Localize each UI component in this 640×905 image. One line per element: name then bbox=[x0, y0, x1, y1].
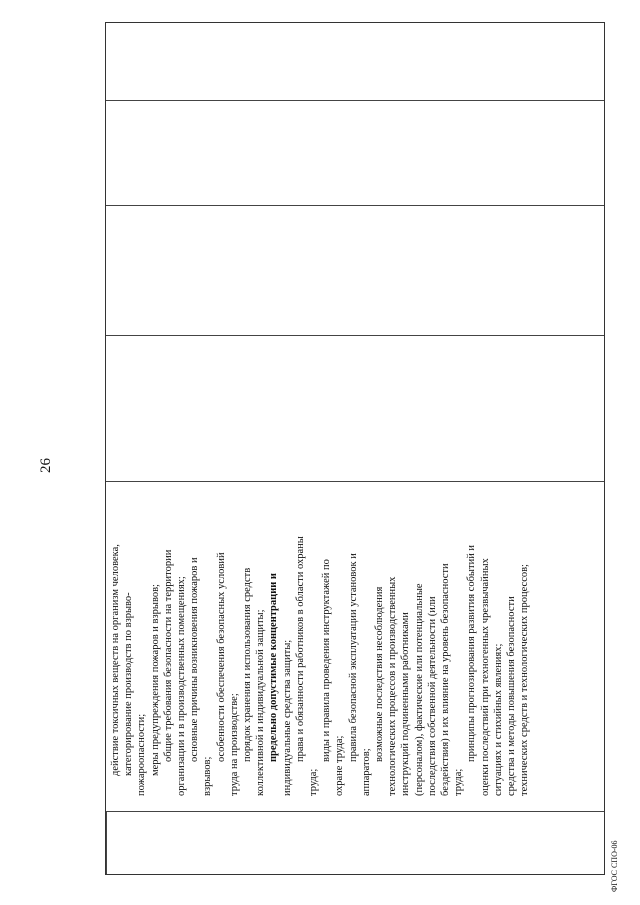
text-line: труда на производстве; bbox=[228, 693, 240, 796]
text-line: (персоналом), фактические или потенциальные bbox=[413, 583, 425, 796]
text-line: охране труда; bbox=[334, 735, 346, 796]
column-divider bbox=[106, 811, 604, 812]
text-line: организации и в производственных помещениях; bbox=[176, 576, 188, 796]
text-line: последствия собственной деятельности (или bbox=[426, 596, 438, 796]
column-divider bbox=[106, 481, 604, 482]
text-line: действие токсичных веществ на организм человека, bbox=[110, 544, 121, 776]
text-line: порядок хранения и использования средств bbox=[242, 567, 254, 762]
text-line: труда; bbox=[308, 768, 320, 796]
text-line: бездействия) и их влияние на уровень безопасности bbox=[440, 563, 452, 796]
text-line: особенности обеспечения безопасных условий bbox=[215, 552, 227, 762]
text-line: возможные последствия несоблюдения bbox=[374, 586, 386, 762]
column-divider bbox=[106, 100, 604, 101]
text-line: индивидуальные средства защиты; bbox=[281, 639, 293, 796]
text-line: ситуациях и стихийных явлениях; bbox=[492, 643, 504, 796]
page-number: 26 bbox=[38, 458, 54, 473]
text-line: предельно допустимые концентрации и bbox=[268, 573, 280, 762]
text-line: категорирование производств по взрыво- bbox=[123, 592, 135, 776]
column-divider bbox=[106, 205, 604, 206]
text-line: права и обязанности работников в области охраны bbox=[294, 536, 306, 762]
text-line: общие требования безопасности на территории bbox=[162, 549, 174, 762]
footer-code: ФГОС СПО-06 bbox=[610, 840, 619, 892]
knowledge-cell bbox=[109, 496, 532, 796]
text-line: правила безопасной эксплуатации установок и bbox=[347, 553, 359, 762]
text-line: труда; bbox=[453, 768, 465, 796]
text-line: основные причины возникновения пожаров и bbox=[189, 557, 201, 762]
text-line: коллективной и индивидуальной защиты; bbox=[255, 609, 267, 796]
text-line: технологических процессов и производственных bbox=[387, 576, 399, 796]
row-divider bbox=[106, 812, 107, 874]
text-line: оценки последствий при техногенных чрезвычайных bbox=[479, 558, 491, 796]
text-line: принципы прогнозирования развития событий и bbox=[466, 544, 478, 762]
text-line: виды и правила проведения инструктажей по bbox=[321, 559, 333, 762]
column-divider bbox=[106, 335, 604, 336]
text-line: пожароопасности; bbox=[136, 713, 148, 796]
text-line: технических средств и технологических процессов; bbox=[519, 564, 531, 796]
text-line: меры предупреждения пожаров и взрывов; bbox=[149, 584, 161, 776]
standards-table bbox=[105, 22, 605, 875]
text-line: инструкций подчиненными работниками bbox=[400, 612, 412, 796]
text-line: взрывов; bbox=[202, 756, 214, 796]
text-line: средства и методы повышения безопасности bbox=[506, 596, 518, 796]
text-line: аппаратов; bbox=[360, 748, 372, 796]
